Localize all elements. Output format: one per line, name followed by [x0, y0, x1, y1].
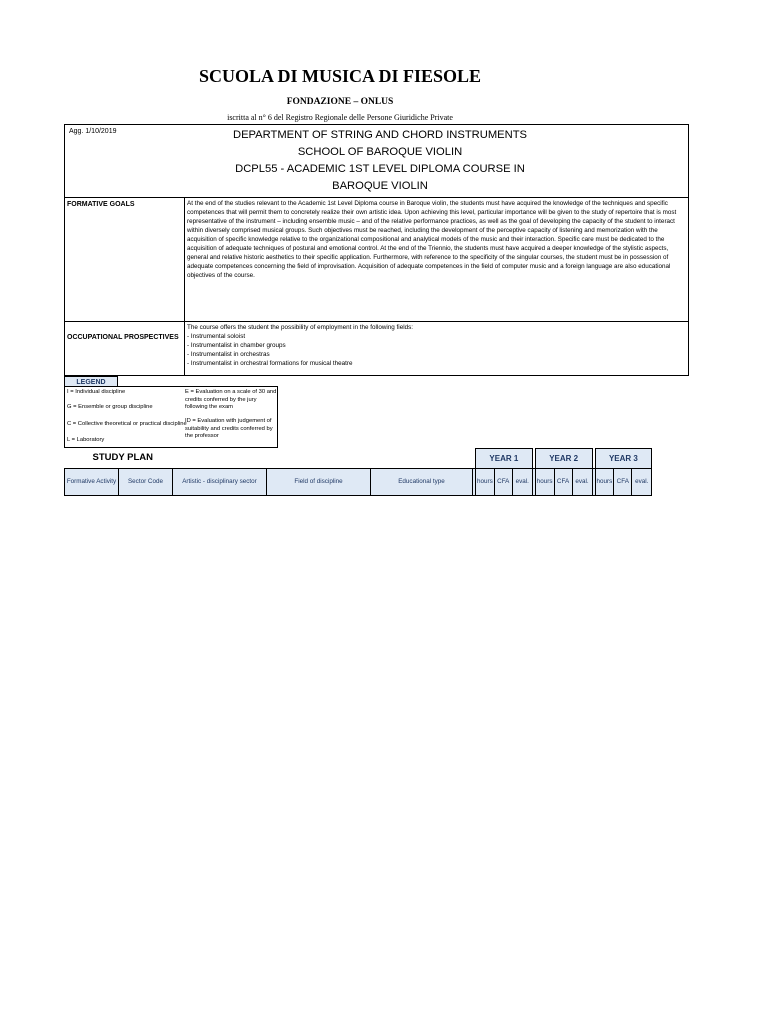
department-title: DEPARTMENT OF STRING AND CHORD INSTRUMENTS [233, 129, 527, 141]
legend-item: G = Ensemble or group discipline [67, 404, 153, 410]
registry-note: iscritta al n° 6 del Registro Regionale delle Persone Giuridiche Private [227, 113, 453, 122]
col-sector-code: Sector Code [119, 469, 173, 496]
school-title: SCUOLA DI MUSICA DI FIESOLE [198, 66, 482, 86]
study-plan-table [64, 448, 652, 496]
col-educational-type: Educational type [371, 469, 473, 496]
col-hours: hours [595, 469, 614, 496]
col-cfa: CFA [614, 469, 632, 496]
update-date: Agg. 1/10/2019 [69, 128, 117, 135]
occupational-line: The course offers the student the possibility of employment in the following fields: [187, 324, 413, 331]
year-2-header: YEAR 2 [535, 449, 592, 469]
formative-goals-text: At the end of the studies relevant to the Academic 1st Level Diploma course in Baroque violin, the students must have acquired the knowledge of the techniques and specific competences that will permit them to concretely realize their own artistic idea. Upon achieving this level, particular importance will be given to the study of repertoire that is most representative of the instrument – including ensemble music – and of the relative performance practices, as well as the goal of developing the capacity of the student to interact within diversely comprised musical groups. Such objectives must be reached, including the development of the perceptive capacity of listening and memorization with the acquisition of specific knowledge relative to the organizational compositional and analytical models of the music and their interaction. Specific care must be dedicated to the acquisition of adequate techniques of postural and emotional control. At the end of the Triennio, the students must have acquired a deeper knowledge of the stylistic aspects, general and relative historic aesthetics to their specific application. Furthermore, with reference to the specificity of the singular courses, the student must be in possession of adequate competences concerning the field of improvisation. Acquisition of adequate competences in the field of computer music and a foreign language are also educational objectives of the course. [187, 200, 677, 279]
occupational-prospectives-list [187, 323, 685, 368]
col-artistic-sector: Artistic - disciplinary sector [173, 469, 267, 496]
col-eval: eval. [632, 469, 652, 496]
course-info-box [64, 124, 689, 376]
col-cfa: CFA [494, 469, 512, 496]
formative-goals-label: FORMATIVE GOALS [67, 201, 135, 208]
col-field-of-discipline: Field of discipline [267, 469, 371, 496]
occupational-line: - Instrumentalist in orchestral formations for musical theatre [187, 360, 353, 367]
col-formative-activity: Formative Activity [65, 469, 119, 496]
occupational-line: - Instrumentalist in orchestras [187, 351, 270, 358]
year-3-header: YEAR 3 [595, 449, 652, 469]
col-eval: eval. [512, 469, 532, 496]
occupational-line: - Instrumentalist in chamber groups [187, 342, 286, 349]
legend-item: C = Collective theoretical or practical discipline [67, 421, 187, 427]
col-cfa: CFA [554, 469, 572, 496]
course-title-line2: BAROQUE VIOLIN [332, 180, 428, 192]
school-name: SCHOOL OF BAROQUE VIOLIN [297, 146, 463, 158]
col-eval: eval. [572, 469, 592, 496]
legend-item: L = Laboratory [67, 437, 105, 443]
occupational-line: - Instrumental soloist [187, 333, 246, 340]
legend-item: I = Individual discipline [67, 389, 126, 395]
year-1-header: YEAR 1 [476, 449, 533, 469]
legend-item: E = Evaluation on a scale of 30 and credits conferred by the jury following the exam [185, 389, 277, 411]
foundation-subtitle: FONDAZIONE – ONLUS [286, 97, 394, 107]
legend-box [64, 386, 278, 448]
legend-title: LEGEND [64, 376, 118, 387]
course-title-line1: DCPL55 - ACADEMIC 1ST LEVEL DIPLOMA COURSE IN [235, 163, 525, 175]
col-hours: hours [535, 469, 554, 496]
legend-item: ID = Evaluation with judgement of suitability and credits conferred by the professor [185, 418, 273, 440]
occupational-prospectives-label: OCCUPATIONAL PROSPECTIVES [67, 334, 179, 341]
study-plan-title: STUDY PLAN [92, 452, 154, 464]
col-hours: hours [476, 469, 495, 496]
